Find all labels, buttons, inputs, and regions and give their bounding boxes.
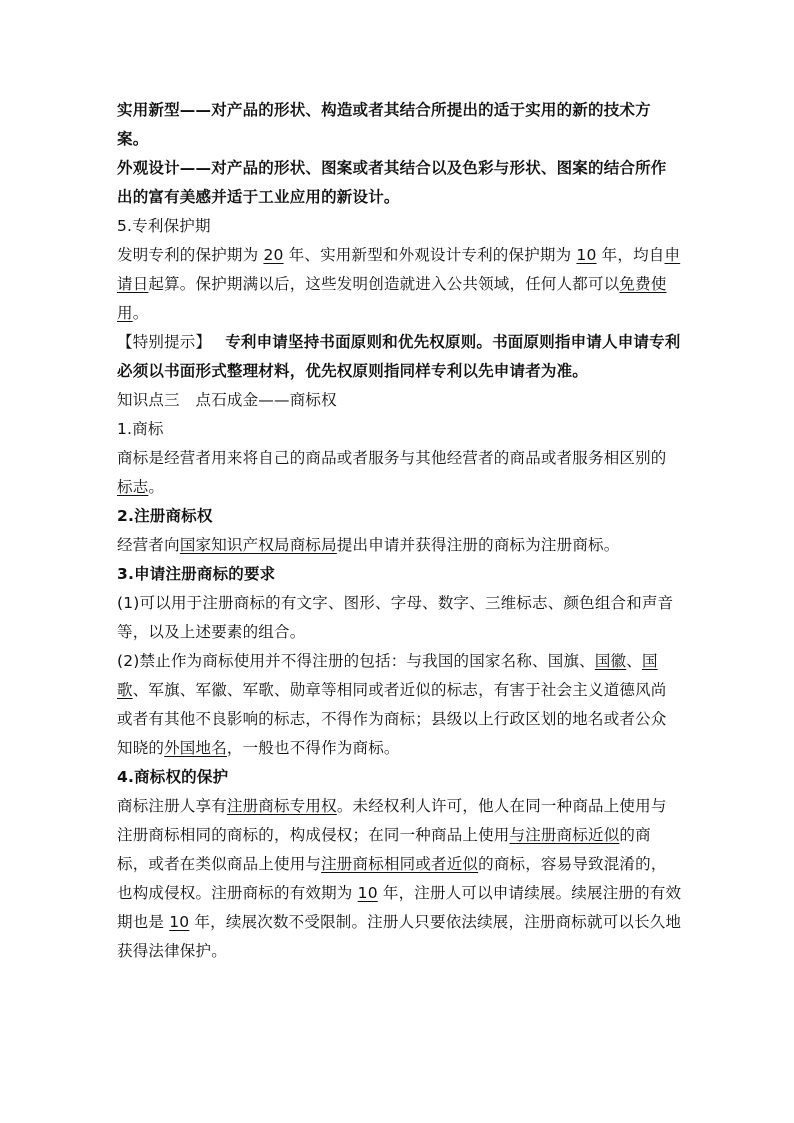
subheading-trademark: 1.商标 xyxy=(117,420,164,438)
underlined-term: 10 xyxy=(357,884,378,902)
underlined-term: 国徽 xyxy=(594,652,627,670)
underlined-term: 与注册商标近似 xyxy=(509,826,620,844)
section-5-heading: 5.专利保护期 xyxy=(117,217,211,235)
underlined-term: 注册商标相同或者近似 xyxy=(321,855,479,873)
underlined-term: 注册商标专用权 xyxy=(226,797,337,815)
subheading-protection: 4.商标权的保护 xyxy=(117,768,229,786)
special-tip-text: 专利申请坚持书面原则和优先权原则。书面原则指申请人申请专利必须以书面形式整理材料，优先权原则指同样专利以先申请者为准。 xyxy=(117,333,681,380)
underlined-term: 10 xyxy=(576,246,597,264)
special-tip-label: 【特别提示】 xyxy=(117,333,212,351)
utility-model-definition: 实用新型——对产品的形状、构造或者其结合所提出的适于实用的新的技术方案。 xyxy=(117,101,651,148)
subheading-requirements: 3.申请注册商标的要求 xyxy=(117,565,276,583)
protection-paragraph: 商标注册人享有注册商标专用权。未经权利人许可，他人在同一种商品上使用与注册商标相同的商标的，构成侵权；在同一种商品上使用与注册商标近似的商标，或者在类似商品上使用与注册商标相同或者近似的商标，容易导致混淆的，也构成侵权。注册商标的有效期为 10 年，注册人可以申请续展。续展注册的有效期也是 10 年，续展次数不受限制。注册人只要依法续展，注册商标就可以长久地获得法律保护。 xyxy=(117,797,682,960)
underlined-term: 标志 xyxy=(117,478,149,496)
registered-trademark-definition: 经营者向国家知识产权局商标局提出申请并获得注册的商标为注册商标。 xyxy=(117,536,620,554)
document-page xyxy=(117,96,682,966)
underlined-term: 免费使用 xyxy=(117,275,667,322)
special-tip xyxy=(117,328,682,386)
underlined-term: 外国地名 xyxy=(164,739,227,757)
knowledge-point-3-heading: 知识点三 点石成金——商标权 xyxy=(117,391,337,409)
patent-term-paragraph: 发明专利的保护期为 20 年、实用新型和外观设计专利的保护期为 10 年，均自申请日起算。保护期满以后，这些发明创造就进入公共领域，任何人都可以免费使用。 xyxy=(117,246,681,322)
trademark-definition: 商标是经营者用来将自己的商品或者服务与其他经营者的商品或者服务相区别的标志。 xyxy=(117,449,667,496)
requirement-2: (2)禁止作为商标使用并不得注册的包括：与我国的国家名称、国旗、国徽、国歌、军旗、军徽、军歌、勋章等相同或者近似的标志，有害于社会主义道德风尚或者有其他不良影响的标志，不得作为商标；县级以上行政区划的地名或者公众知晓的外国地名，一般也不得作为商标。 xyxy=(117,652,667,757)
subheading-registered-trademark: 2.注册商标权 xyxy=(117,507,213,525)
underlined-term: 10 xyxy=(169,913,190,931)
underlined-term: 国歌 xyxy=(117,652,658,699)
underlined-term: 申请日 xyxy=(117,246,681,293)
underlined-term: 20 xyxy=(263,246,284,264)
design-definition: 外观设计——对产品的形状、图案或者其结合以及色彩与形状、图案的结合所作出的富有美感并适于工业应用的新设计。 xyxy=(117,159,667,206)
requirement-1: (1)可以用于注册商标的有文字、图形、字母、数字、三维标志、颜色组合和声音等，以及上述要素的组合。 xyxy=(117,594,674,641)
underlined-term: 国家知识产权局商标局 xyxy=(179,536,337,554)
